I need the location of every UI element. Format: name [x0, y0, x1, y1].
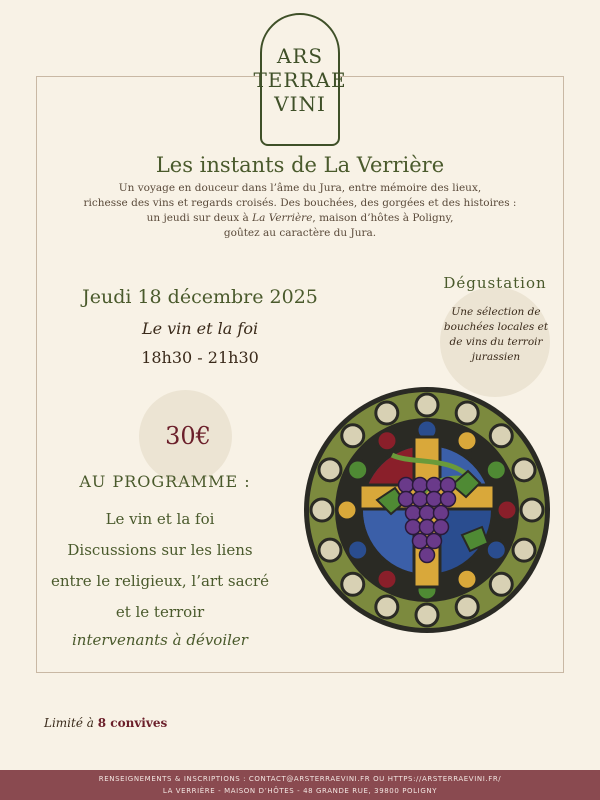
footer-banner — [0, 770, 600, 800]
intro-venue-name: La Verrière — [252, 212, 313, 224]
degustation-line-2: bouchées locales et — [443, 321, 549, 333]
programme-line-3: entre le religieux, l’art sacré — [51, 572, 269, 590]
ars-terrae-vini-logo — [253, 13, 347, 146]
programme-title: AU PROGRAMME : — [79, 472, 251, 491]
logo-line-vini: VINI — [274, 91, 326, 116]
degustation-text — [440, 305, 552, 365]
programme-line-1: Le vin et la foi — [105, 510, 215, 528]
limit-label: Limité à — [44, 716, 94, 730]
intro-line-4: goûtez au caractère du Jura. — [223, 227, 377, 239]
degustation-line-1: Une sélection de — [451, 306, 541, 318]
event-date: Jeudi 18 décembre 2025 — [82, 286, 318, 308]
programme-line-5: intervenants à dévoiler — [72, 631, 248, 649]
event-subtitle: Le vin et la foi — [141, 319, 259, 338]
attendee-limit — [44, 716, 167, 730]
stained-glass-window-image — [302, 385, 552, 635]
intro-line-3 — [80, 211, 520, 226]
degustation-line-4: jurassien — [471, 351, 521, 363]
footer-contact-line: RENSEIGNEMENTS & INSCRIPTIONS : CONTACT@ARSTERRAEVINI.FR OU HTTPS://ARSTERRAEVINI.FR/ — [98, 775, 502, 783]
degustation-title: Dégustation — [443, 274, 547, 292]
programme-line-2: Discussions sur les liens — [67, 541, 253, 559]
intro-line-3-pre: un jeudi sur deux à — [146, 212, 253, 224]
page-title: Les instants de La Verrière — [155, 153, 445, 177]
event-price: 30€ — [165, 422, 211, 450]
footer-address-line: LA VERRIÈRE - MAISON D’HÔTES - 48 GRANDE RUE, 39800 POLIGNY — [162, 787, 438, 795]
intro-line-1: Un voyage en douceur dans l’âme du Jura, entre mémoire des lieux, — [118, 182, 482, 194]
intro-line-3-post: , maison d’hôtes à Poligny, — [312, 212, 454, 224]
logo-line-ars: ARS — [276, 43, 324, 68]
intro-line-2: richesse des vins et regards croisés. Des bouchées, des gorgées et des histoires : — [83, 197, 517, 209]
logo-line-terrae: TERRAE — [253, 67, 347, 92]
intro-text — [80, 181, 520, 241]
degustation-line-3: de vins du terroir — [449, 336, 543, 348]
programme-line-4: et le terroir — [115, 603, 205, 621]
event-time: 18h30 - 21h30 — [141, 348, 259, 367]
limit-value: 8 convives — [97, 716, 168, 730]
